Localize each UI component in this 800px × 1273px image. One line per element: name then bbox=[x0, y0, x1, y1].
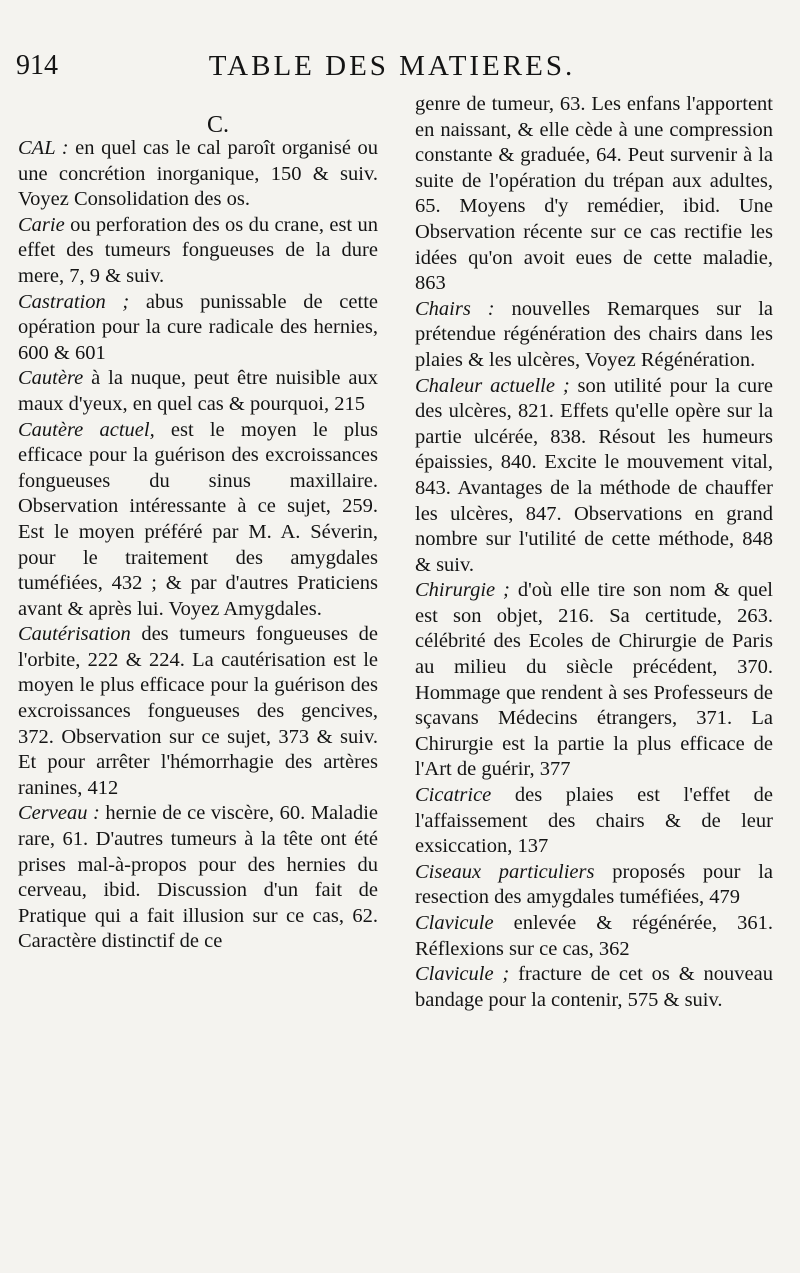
entry-text: hernie de ce viscère, 60. Maladie rare, 61. D'autres tumeurs à la tête ont été prises mal-à-propos pour des hernies du cerveau, ibid. Discussion d'un fait de Pratique qui a fait illusion sur ce cas, 62. Caractère distinctif de ce bbox=[18, 802, 378, 953]
page-number: 914 bbox=[16, 50, 58, 81]
index-entry bbox=[18, 418, 378, 623]
entry-text: des plaies est l'effet de l'affaissement des chairs & de leur exsiccation, 137 bbox=[415, 784, 773, 858]
index-entry bbox=[415, 578, 773, 783]
entry-term: Cautérisation bbox=[18, 623, 131, 646]
entry-text: abus punissable de cette opération pour la cure radicale des hernies, 600 & 601 bbox=[18, 290, 378, 364]
entry-term: Cautère bbox=[18, 367, 84, 390]
index-entry bbox=[18, 136, 378, 213]
index-entry bbox=[415, 297, 773, 374]
index-entry bbox=[18, 366, 378, 417]
entry-text: fracture de cet os & nouveau bandage pour la contenir, 575 & suiv. bbox=[415, 963, 773, 1011]
entry-text: ou perforation des os du crane, est un effet des tumeurs fongueuses de la dure mere, 7, 9 & suiv. bbox=[18, 213, 378, 287]
index-entry bbox=[415, 374, 773, 579]
entry-text: enlevée & régénérée, 361. Réflexions sur ce cas, 362 bbox=[415, 912, 773, 960]
entry-term: Cautère actuel, bbox=[18, 418, 155, 441]
index-entry bbox=[18, 801, 378, 955]
entry-term: Carie bbox=[18, 213, 65, 236]
left-column bbox=[18, 92, 378, 955]
entry-term: Cerveau : bbox=[18, 802, 100, 825]
entry-text: en quel cas le cal paroît organisé ou une concrétion inorganique, 150 & suiv. Voyez Consolidation des os. bbox=[18, 137, 378, 211]
entry-text: proposés pour la resection des amygdales tuméfiées, 479 bbox=[415, 860, 773, 909]
entry-term: Ciseaux particuliers bbox=[415, 860, 595, 883]
entry-term: Cicatrice bbox=[415, 784, 492, 807]
entry-text: nouvelles Remarques sur la prétendue régénération des chairs dans les plaies & les ulcères, Voyez Régénération. bbox=[415, 297, 773, 371]
running-title: TABLE DES MATIERES. bbox=[208, 50, 576, 82]
index-entry bbox=[415, 783, 773, 860]
index-entry bbox=[18, 213, 378, 290]
index-entry bbox=[415, 911, 773, 962]
entry-text: son utilité pour la cure des ulcères, 821. Effets qu'elle opère sur la partie ulcérée, 838. Résout les humeurs épaissies, 840. Excite le mouvement vital, 843. Avantages de la méthode de chauffer les ulcères, 847. Observations en grand nombre sur l'utilité de cette méthode, 848 & suiv. bbox=[415, 374, 774, 576]
letter-heading: C. bbox=[206, 112, 229, 138]
index-entry bbox=[415, 860, 773, 911]
page-header bbox=[12, 48, 782, 88]
index-entry bbox=[18, 622, 378, 801]
entry-term: Chaleur actuelle ; bbox=[415, 374, 570, 397]
entry-term: CAL : bbox=[18, 137, 69, 159]
entry-text: à la nuque, peut être nuisible aux maux d'yeux, en quel cas & pourquoi, 215 bbox=[18, 367, 378, 415]
entry-term: Clavicule ; bbox=[415, 963, 510, 986]
entry-term: Clavicule bbox=[415, 912, 494, 934]
entry-text: d'où elle tire son nom & quel est son objet, 216. Sa certitude, 263. célébrité des Ecoles de Chirurgie de Paris au milieu du siècle précédent, 370. Hommage que rendent à ses Professeurs de sçavans Médecins étrangers, 371. La Chirurgie est la partie la plus efficace de l'Art de guérir, 377 bbox=[415, 579, 774, 781]
entry-text: est le moyen le plus efficace pour la guérison des excroissances fongueuses du sinus maxillaire. Observation intéressante à ce sujet, 259. Est le moyen préféré par M. A. Séverin, pour le traitement des amygdales tuméfiées, 432 ; & par d'autres Praticiens avant & après lui. Voyez Amygdales. bbox=[18, 418, 378, 620]
continued-entry-text: genre de tumeur, 63. Les enfans l'apportent en naissant, & elle cède à une compression constante & graduée, 64. Peut survenir à la suite de l'opération du trépan aux adultes, 65. Moyens d'y remédier, ibid. Une Observation récente sur ce cas rectifie les idées qu'on avoit eues de cette maladie, 863 bbox=[415, 93, 773, 295]
entry-term: Chirurgie ; bbox=[415, 579, 510, 602]
index-entry bbox=[18, 290, 378, 367]
index-entry bbox=[415, 962, 773, 1013]
entry-text: des tumeurs fongueuses de l'orbite, 222 & 224. La cautérisation est le moyen le plus efficace pour la guérison des excroissances fongueuses des gencives, 372. Observation sur ce sujet, 373 & suiv. Et pour arrêter l'hémorrhagie des artères ranines, 412 bbox=[18, 623, 378, 799]
entry-term: Chairs : bbox=[415, 297, 495, 320]
entry-term: Castration ; bbox=[18, 290, 130, 313]
right-column bbox=[415, 92, 773, 1013]
